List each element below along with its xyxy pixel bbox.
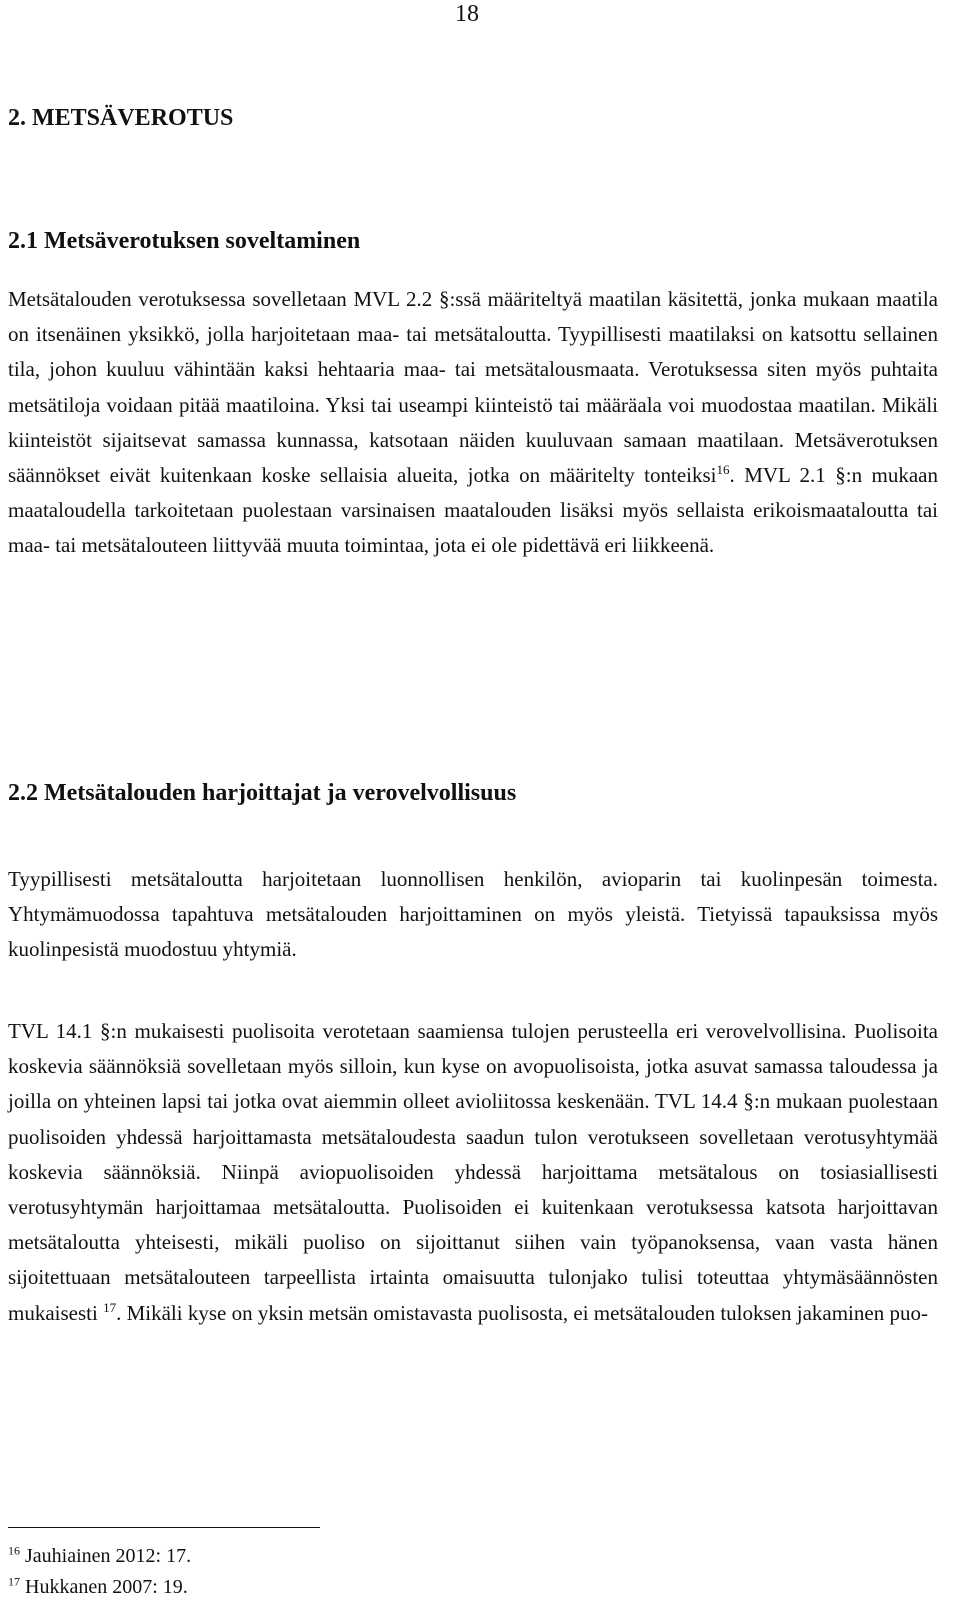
footnote-16 [8,1545,191,1567]
footnote-number: 16 [8,1543,20,1558]
paragraph-text: TVL 14.1 §:n mukaisesti puolisoita verotetaan saamiensa tulojen perusteella eri verovelvollisina. Puolisoita koskevia säännöksiä sovelletaan myös silloin, kun kyse on avopuolisoista, jotka asuvat samassa taloudessa ja joilla on yhteinen lapsi tai jotka ovat aiemmin olleet avioliitossa keskenään. TVL 14.4 §:n mukaan puolestaan puolisoiden yhdessä harjoittamasta metsätaloudesta saadun tulon verotukseen sovelletaan verotusyhtymää koskevia säännöksiä. Niinpä aviopuolisoiden yhdessä harjoittama metsätalous on tosiasiallisesti verotusyhtymän harjoittamaa metsätaloutta. Puolisoiden ei kuitenkaan verotuksessa katsota harjoittavan metsätaloutta yhteisesti, mikäli puoliso on sijoittanut siihen vain työpanoksensa, vaan vasta hänen sijoitettuaan metsätalouteen tarpeellista irtainta omaisuutta tulonjako tulisi toteuttaa yhtymäsäännösten mukaisesti [8,1019,938,1325]
footnote-number: 17 [8,1574,20,1589]
footnote-ref-17[interactable]: 17 [103,1299,117,1315]
paragraph-text: Metsätalouden verotuksessa sovelletaan MVL 2.2 §:ssä määriteltyä maatilan käsitettä, jonka mukaan maatila on itsenäinen yksikkö, jolla harjoitetaan maa- tai metsätaloutta. Tyypillisesti maatilaksi on katsottu sellainen tila, johon kuuluu vähintään kaksi hehtaaria maa- tai metsätalousmaata. Verotuksessa siten myös puhtaita metsätiloja voidaan pitää maatiloina. Yksi tai useampi kiinteistö tai määräala voi muodostaa maatilan. Mikäli kiinteistöt sijaitsevat samassa kunnassa, katsotaan näiden kuuluvaan samaan maatilaan. Metsäverotuksen säännökset eivät kuitenkaan koske sellaisia alueita, jotka on määritelty tonteiksi [8,287,938,488]
footnote-17 [8,1576,188,1598]
section-heading-2-1: 2.1 Metsäverotuksen soveltaminen [8,228,361,254]
footnote-text: Jauhiainen 2012: 17. [20,1545,192,1567]
footnote-ref-16[interactable]: 16 [716,462,730,478]
footnote-text: Hukkanen 2007: 19. [20,1576,188,1598]
page-number: 18 [455,1,479,27]
paragraph-text: . Mikäli kyse on yksin metsän omistavasta puolisosta, ei metsätalouden tuloksen jakaminen puo- [116,1300,928,1325]
section-heading-2-2: 2.2 Metsätalouden harjoittajat ja verovelvollisuus [8,780,517,806]
paragraph-2-2-first: Tyypillisesti metsätaloutta harjoitetaan luonnollisen henkilön, avioparin tai kuolinpesän toimesta. Yhtymämuodossa tapahtuva metsätalouden harjoittaminen on myös yleistä. Tietyissä tapauksissa myös kuolinpesistä muodostuu yhtymiä. [8,867,938,962]
paragraph-2-2-second [8,1014,938,1331]
chapter-heading: 2. METSÄVEROTUS [8,105,234,131]
paragraph-2-1 [8,282,938,564]
paragraph-text: . MVL 2.1 §:n mukaan maataloudella tarkoitetaan puolestaan varsinaisen maatalouden lisäksi myös sellaista erikoismaataloutta tai maa- tai metsätalouteen liittyvää muuta toimintaa, jota ei ole pidettävä eri liikkeenä. [8,463,938,558]
footnote-separator [8,1527,320,1528]
